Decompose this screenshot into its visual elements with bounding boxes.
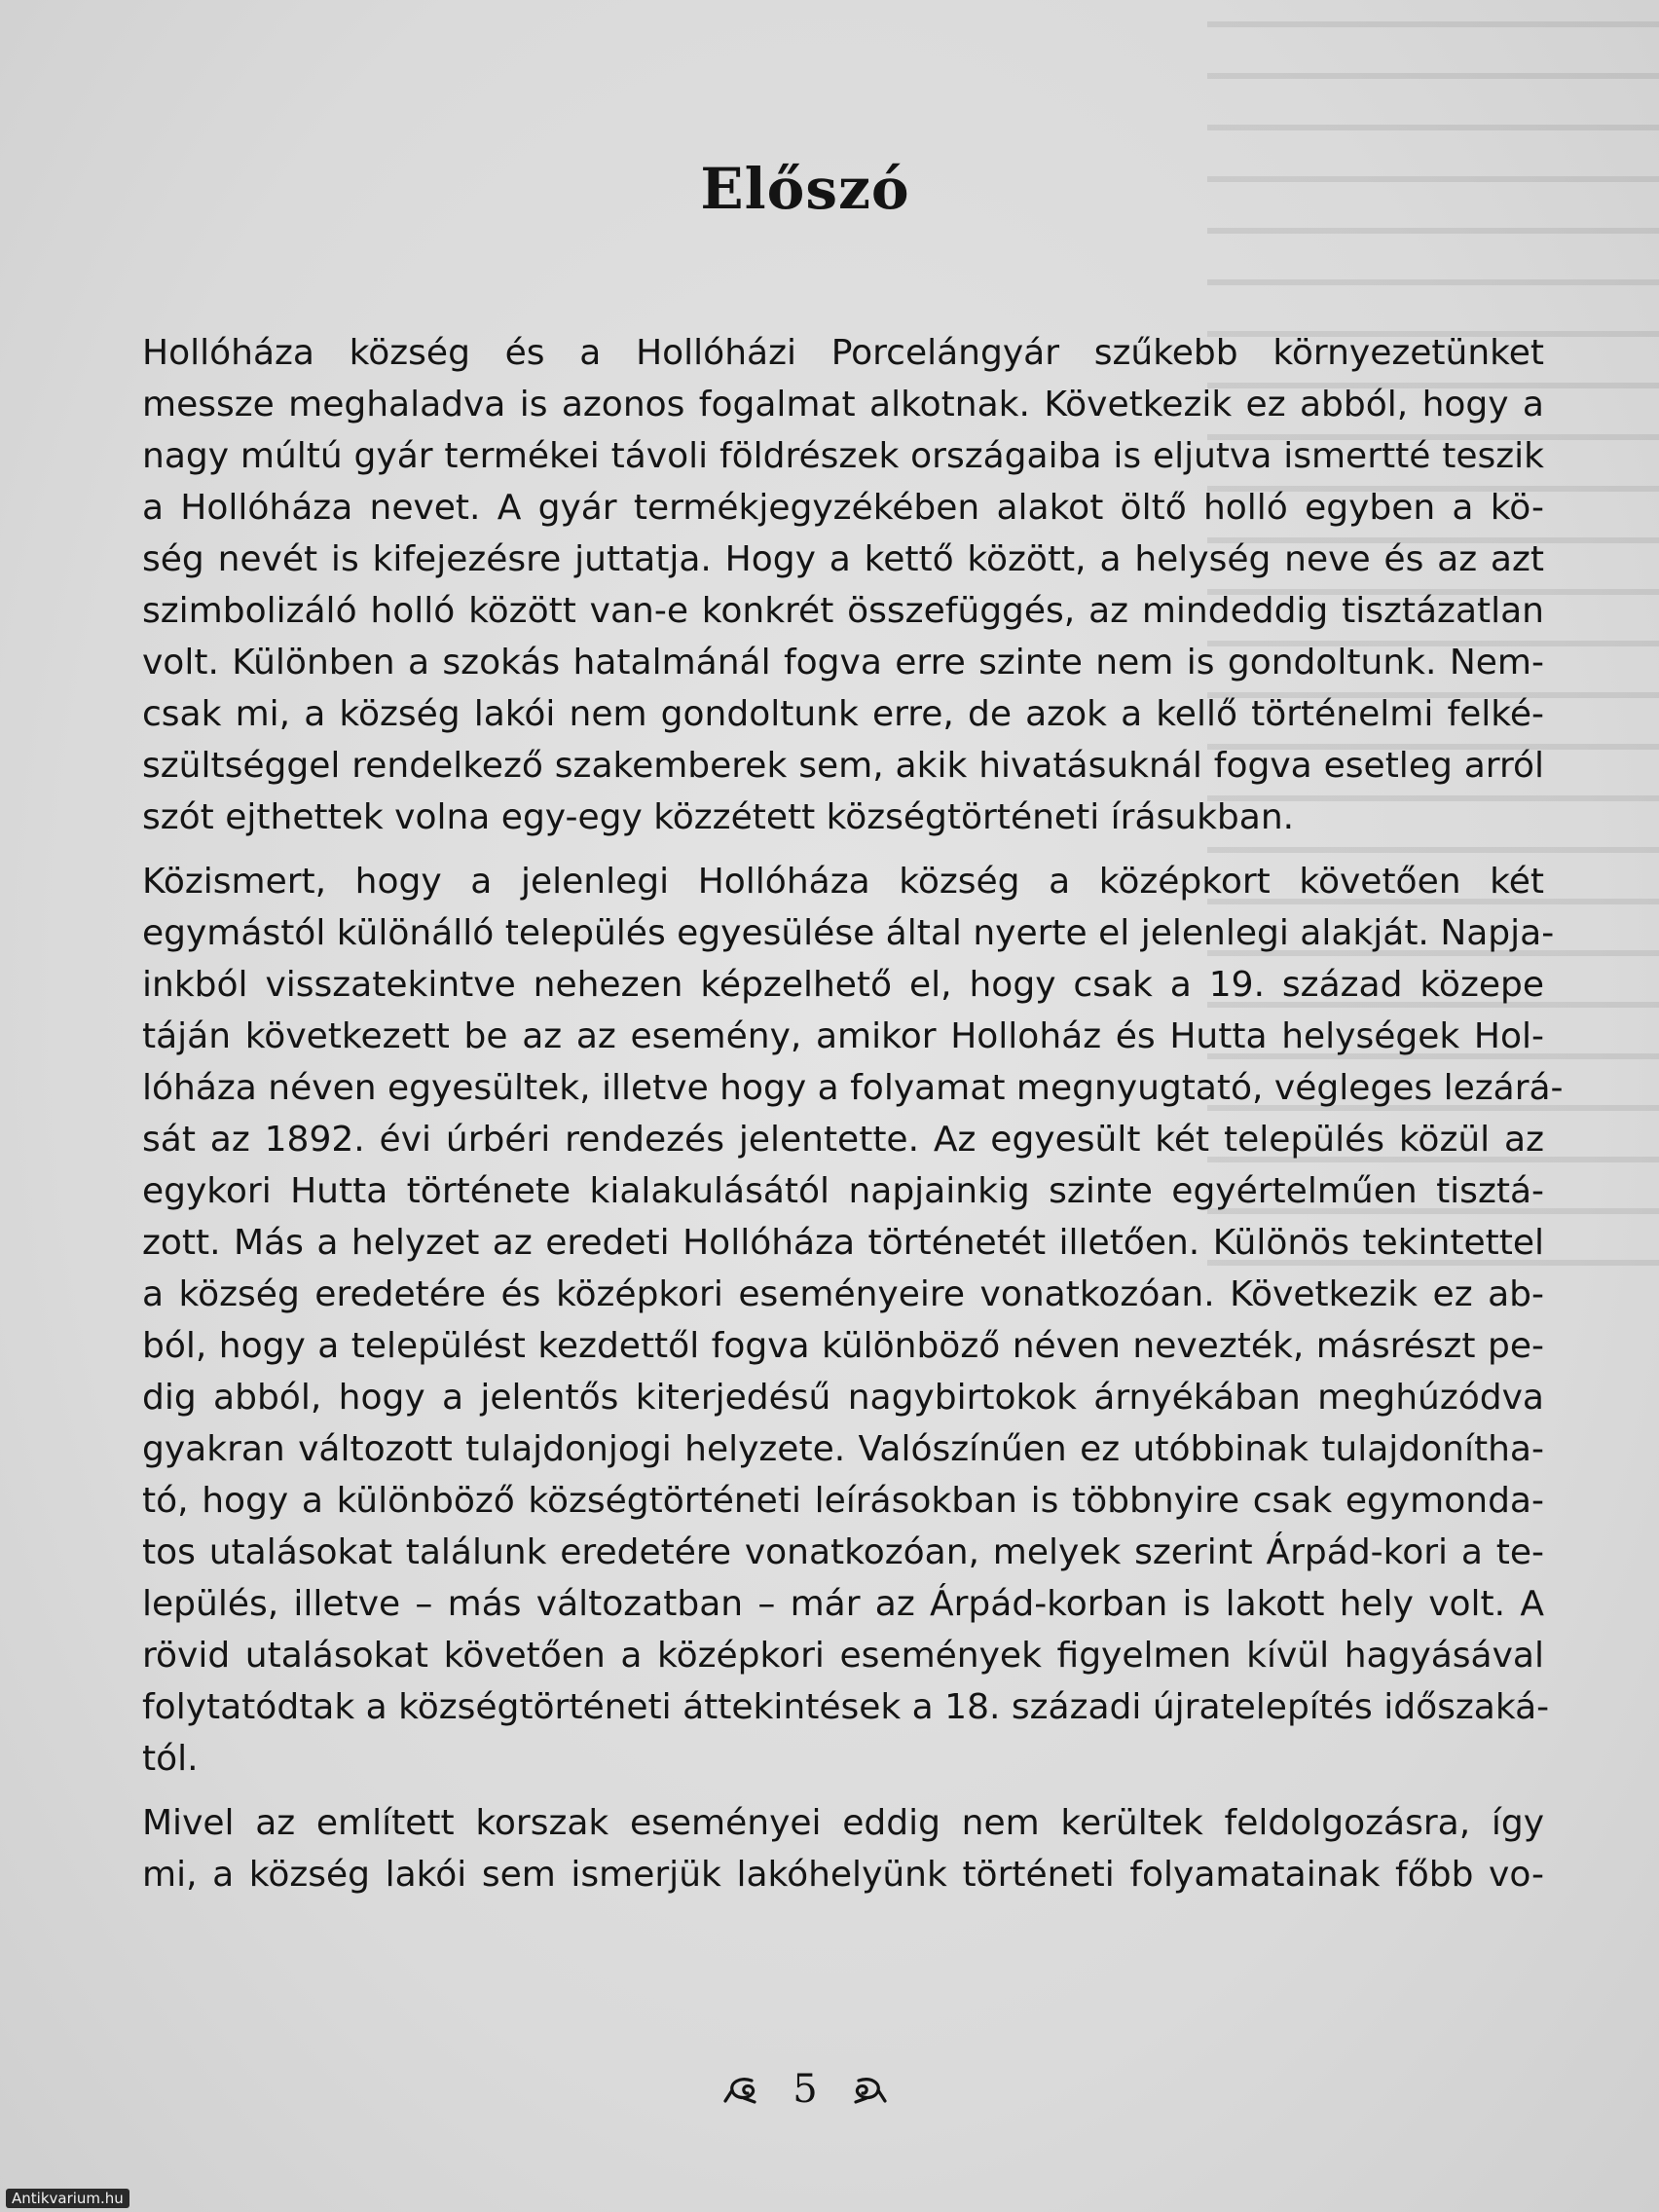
- text-line: nagy múltú gyár termékei távoli földrészek országaiba is eljutva ismertté teszik: [142, 436, 1544, 476]
- paragraph-2: [82, 856, 1564, 1785]
- text-line: volt. Különben a szokás hatalmánál fogva erre szinte nem is gondoltunk. Nem-: [142, 643, 1544, 682]
- page-title: Előszó: [700, 156, 910, 222]
- text-line: tos utalásokat találunk eredetére vonatkozóan, melyek szerint Árpád-kori a te-: [142, 1532, 1544, 1572]
- text-line: táján következett be az az esemény, amikor Holloház és Hutta helységek Hol-: [142, 1016, 1544, 1056]
- text-line: szimbolizáló holló között van-e konkrét összefüggés, az mindeddig tisztázatlan: [142, 591, 1544, 631]
- paragraph-3: [82, 1797, 1544, 1900]
- page-footer: [0, 2064, 1610, 2112]
- text-line: szót ejthettek volna egy-egy közzétett községtörténeti írásukban.: [142, 797, 1295, 837]
- text-line: zott. Más a helyzet az eredeti Hollóháza történetét illetően. Különös tekintettel: [142, 1223, 1544, 1263]
- fleuron-left-icon: [722, 2075, 759, 2104]
- text-line: tó, hogy a különböző községtörténeti leírásokban is többnyire csak egymonda-: [142, 1481, 1544, 1521]
- paragraph-1: [82, 327, 1544, 843]
- text-line: egykori Hutta története kialakulásától napjainkig szinte egyértelműen tisztá-: [142, 1171, 1544, 1211]
- text-line: szültséggel rendelkező szakemberek sem, akik hivatásuknál fogva esetleg arról: [142, 746, 1544, 786]
- text-line: csak mi, a község lakói nem gondoltunk erre, de azok a kellő történelmi felké-: [142, 694, 1544, 734]
- body-text: [82, 327, 1564, 1900]
- fleuron-right-icon: [851, 2075, 888, 2104]
- page-number: 5: [793, 2067, 818, 2112]
- text-line: tól.: [142, 1739, 199, 1779]
- text-line: Mivel az említett korszak eseményei eddig nem kerültek feldolgozásra, így: [142, 1803, 1544, 1843]
- text-line: messze meghaladva is azonos fogalmat alkotnak. Következik ez abból, hogy a: [142, 385, 1544, 424]
- text-line: folytatódtak a községtörténeti áttekintések a 18. századi újratelepítés időszaká-: [142, 1687, 1550, 1727]
- text-line: gyakran változott tulajdonjogi helyzete. Valószínűen ez utóbbinak tulajdonítha-: [142, 1429, 1544, 1469]
- text-line: Hollóháza község és a Hollóházi Porcelángyár szűkebb környezetünket: [142, 333, 1544, 373]
- text-line: rövid utalásokat követően a középkori események figyelmen kívül hagyásával: [142, 1636, 1544, 1676]
- watermark: Antikvarium.hu: [6, 2189, 129, 2208]
- text-line: a község eredetére és középkori eseményeire vonatkozóan. Következik ez ab-: [142, 1274, 1544, 1314]
- text-line: ból, hogy a települést kezdettől fogva különböző néven nevezték, másrészt pe-: [142, 1326, 1544, 1366]
- text-line: dig abból, hogy a jelentős kiterjedésű nagybirtokok árnyékában meghúzódva: [142, 1378, 1544, 1418]
- text-line: lóháza néven egyesültek, illetve hogy a folyamat megnyugtató, végleges lezárá-: [142, 1068, 1564, 1108]
- text-line: a Hollóháza nevet. A gyár termékjegyzékében alakot öltő holló egyben a kö-: [142, 488, 1544, 528]
- text-line: inkból visszatekintve nehezen képzelhető el, hogy csak a 19. század közepe: [142, 965, 1544, 1005]
- text-line: Közismert, hogy a jelenlegi Hollóháza község a középkort követően két: [142, 862, 1544, 902]
- text-line: ség nevét is kifejezésre juttatja. Hogy a kettő között, a helység neve és az azt: [142, 539, 1544, 579]
- text-line: sát az 1892. évi úrbéri rendezés jelentette. Az egyesült két település közül az: [142, 1120, 1544, 1160]
- text-line: lepülés, illetve – más változatban – már az Árpád-korban is lakott hely volt. A: [142, 1584, 1544, 1624]
- text-line: egymástól különálló település egyesülése által nyerte el jelenlegi alakját. Napja-: [142, 913, 1555, 953]
- text-line: mi, a község lakói sem ismerjük lakóhelyünk történeti folyamatainak főbb vo-: [142, 1855, 1544, 1895]
